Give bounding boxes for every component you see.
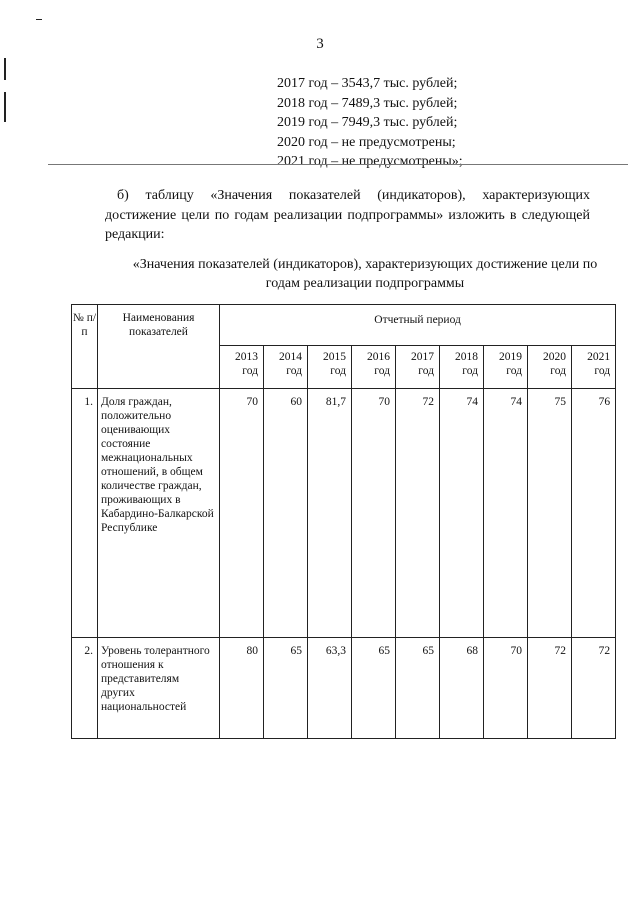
budget-line: 2017 год – 3543,7 тыс. рублей; bbox=[277, 76, 458, 91]
budget-lines bbox=[277, 74, 463, 172]
indicator-value: 72 bbox=[396, 389, 440, 638]
year-header: 2021 год bbox=[572, 346, 616, 389]
margin-mark bbox=[4, 58, 6, 80]
budget-line: 2018 год – 7489,3 тыс. рублей; bbox=[277, 95, 458, 111]
year-header: 2017 год bbox=[396, 346, 440, 389]
header-name: Наименования показателей bbox=[98, 305, 220, 389]
indicator-value: 65 bbox=[264, 638, 308, 739]
year-header: 2018 год bbox=[440, 346, 484, 389]
indicators-table bbox=[71, 304, 616, 739]
table-row bbox=[72, 638, 616, 739]
indicator-value: 63,3 bbox=[308, 638, 352, 739]
indicator-value: 70 bbox=[352, 389, 396, 638]
indicator-value: 72 bbox=[572, 638, 616, 739]
margin-mark bbox=[4, 92, 6, 122]
paragraph-text: б) таблицу «Значения показателей (индикаторов), характеризующих достижение цели по годам реализации подпрограммы» изложить в следующей редакции: bbox=[105, 188, 590, 242]
indicator-value: 81,7 bbox=[308, 389, 352, 638]
indicator-value: 72 bbox=[528, 638, 572, 739]
indicator-value: 76 bbox=[572, 389, 616, 638]
indicator-value: 74 bbox=[484, 389, 528, 638]
indicator-value: 60 bbox=[264, 389, 308, 638]
table-row bbox=[72, 389, 616, 638]
year-header: 2019 год bbox=[484, 346, 528, 389]
table-header-row bbox=[72, 305, 616, 346]
indicator-value: 65 bbox=[396, 638, 440, 739]
divider bbox=[48, 164, 628, 165]
row-number: 2. bbox=[72, 638, 98, 739]
budget-line: 2021 год – не предусмотрены»; bbox=[277, 154, 463, 169]
indicator-value: 70 bbox=[484, 638, 528, 739]
indicator-value: 68 bbox=[440, 638, 484, 739]
budget-line: 2020 год – не предусмотрены; bbox=[277, 134, 456, 150]
table-title: «Значения показателей (индикаторов), характеризующих достижение цели по годам реализации подпрограммы bbox=[132, 257, 598, 291]
indicator-value: 75 bbox=[528, 389, 572, 638]
indicator-name: Уровень толерантного отношения к представителям других национальностей bbox=[98, 638, 220, 739]
year-header: 2014 год bbox=[264, 346, 308, 389]
indicator-value: 74 bbox=[440, 389, 484, 638]
header-num: № п/п bbox=[72, 305, 98, 389]
amendment-paragraph bbox=[105, 186, 590, 245]
year-header: 2013 год bbox=[220, 346, 264, 389]
header-period: Отчетный период bbox=[220, 305, 616, 346]
year-header: 2015 год bbox=[308, 346, 352, 389]
budget-line: 2019 год – 7949,3 тыс. рублей; bbox=[277, 115, 458, 130]
page-number: 3 bbox=[316, 36, 324, 52]
year-header: 2016 год bbox=[352, 346, 396, 389]
row-number: 1. bbox=[72, 389, 98, 638]
indicator-name: Доля граждан, положительно оценивающих состояние межнациональных отношений, в общем количестве граждан, проживающих в Кабардино-Балкарской Республике bbox=[98, 389, 220, 638]
margin-mark bbox=[36, 19, 42, 20]
indicator-value: 80 bbox=[220, 638, 264, 739]
indicator-value: 65 bbox=[352, 638, 396, 739]
year-header: 2020 год bbox=[528, 346, 572, 389]
indicator-value: 70 bbox=[220, 389, 264, 638]
